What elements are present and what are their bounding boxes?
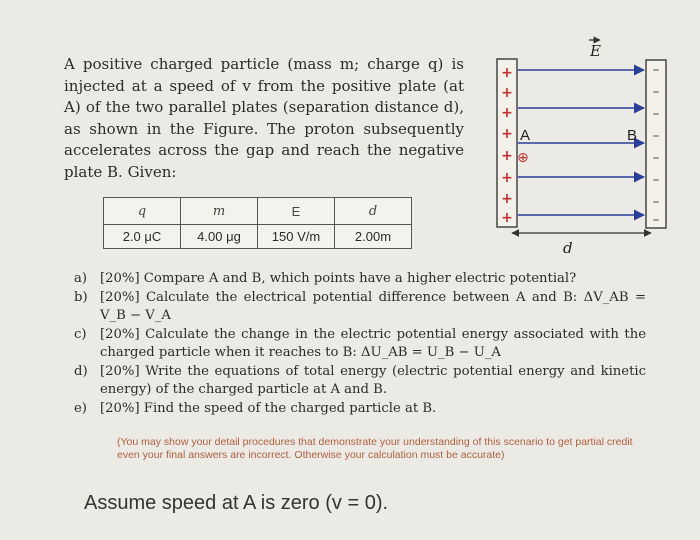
problem-intro: A positive charged particle (mass m; charge q) is injected at a speed of v from the positive plate (at A) of the two parallel plates (separation distance d), as shown in the Figure. The proton subsequently accelerates across the gap and reach the negative plate B. Given: [64,55,464,181]
partial-credit-note: (You may show your detail procedures that demonstrate your understanding of this scenario to get partial credit even your final answers are incorrect. Otherwise your calculation must be accurate) [117,436,633,461]
svg-text:+: + [501,148,513,164]
question-letter: c) [74,326,87,342]
svg-text:–: – [652,128,660,144]
question-text: [20%] Write the equations of total energy (electric potential energy and kinetic energy) of the charged particle at A and B. [100,363,646,397]
table-header-m: m [181,198,258,225]
table-header-q: q [104,198,181,225]
label-a: A [520,127,531,144]
question-list [64,270,646,418]
svg-text:+: + [501,210,513,226]
svg-text:–: – [652,150,660,166]
question-e [64,400,646,419]
svg-text:–: – [652,106,660,122]
field-lines [518,70,644,215]
question-text: [20%] Calculate the electrical potential difference between A and B: ΔV_AB = V_B − V_A [100,289,646,323]
particle-symbol: ⊕ [517,150,529,166]
table-value-d: 2.00m [335,225,412,249]
question-text: [20%] Compare A and B, which points have a higher electric potential? [100,271,577,286]
table-value-m: 4.00 μg [181,225,258,249]
field-label-e: E [590,42,601,60]
svg-text:+: + [501,85,513,101]
question-a [64,270,646,289]
question-text: [20%] Find the speed of the charged particle at B. [100,400,437,416]
question-letter: e) [74,400,87,416]
table-value-e: 150 V/m [258,225,335,249]
table-header-e: E [258,198,335,225]
svg-text:–: – [652,84,660,100]
question-d [64,363,646,400]
svg-text:+: + [501,126,513,142]
question-letter: b) [74,289,88,305]
assumption-text: Assume speed at A is zero (v = 0). [84,492,389,514]
svg-text:–: – [652,194,660,210]
question-letter: d) [74,363,88,379]
label-b: B [627,127,638,144]
table-value-q: 2.0 μC [104,225,181,249]
svg-text:+: + [501,105,513,121]
question-letter: a) [74,271,88,286]
question-text: [20%] Calculate the change in the electric potential energy associated with the charged particle when it reaches to B: ΔU_AB = U_B − U_A [100,326,646,360]
svg-text:–: – [652,172,660,188]
svg-text:+: + [501,65,513,81]
label-d: d [563,239,573,257]
question-b [64,289,646,326]
svg-text:+: + [501,170,513,186]
question-c [64,326,646,363]
svg-text:–: – [652,212,660,228]
svg-text:–: – [652,62,660,78]
table-header-d: d [335,198,412,225]
svg-text:+: + [501,191,513,207]
